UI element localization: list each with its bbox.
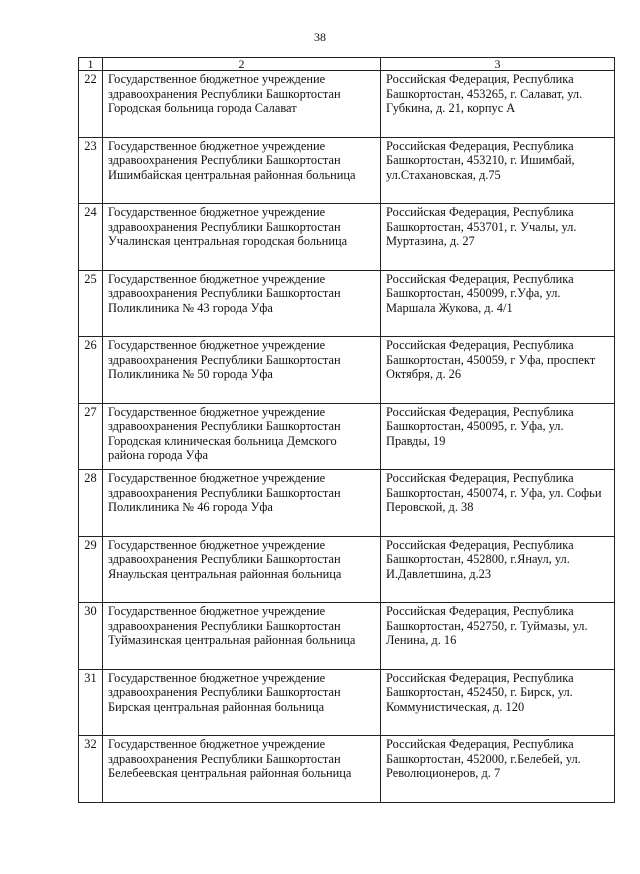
institution-address: Российская Федерация, Республика Башкортостан, 453210, г. Ишимбай, ул.Стахановская, д.75 <box>381 137 615 204</box>
institution-address: Российская Федерация, Республика Башкортостан, 450074, г. Уфа, ул. Софьи Перовской, д. 38 <box>381 470 615 537</box>
row-number: 32 <box>79 736 103 803</box>
institution-address: Российская Федерация, Республика Башкортостан, 450095, г. Уфа, ул. Правды, 19 <box>381 403 615 470</box>
institution-address: Российская Федерация, Республика Башкортостан, 450099, г.Уфа, ул. Маршала Жукова, д. 4/1 <box>381 270 615 337</box>
institution-address: Российская Федерация, Республика Башкортостан, 452800, г.Янаул, ул. И.Давлетшина, д.23 <box>381 536 615 603</box>
row-number: 27 <box>79 403 103 470</box>
table-row <box>79 603 615 670</box>
institution-name: Государственное бюджетное учреждение здравоохранения Республики Башкортостан Туймазинская центральная районная больница <box>103 603 381 670</box>
row-number: 29 <box>79 536 103 603</box>
table-row <box>79 337 615 404</box>
table-row <box>79 536 615 603</box>
column-header-1: 1 <box>79 58 103 71</box>
institution-name: Государственное бюджетное учреждение здравоохранения Республики Башкортостан Бирская центральная районная больница <box>103 669 381 736</box>
table-row <box>79 403 615 470</box>
table-row <box>79 204 615 271</box>
institution-address: Российская Федерация, Республика Башкортостан, 450059, г Уфа, проспект Октября, д. 26 <box>381 337 615 404</box>
table-row <box>79 669 615 736</box>
row-number: 22 <box>79 71 103 138</box>
column-header-3: 3 <box>381 58 615 71</box>
row-number: 26 <box>79 337 103 404</box>
row-number: 24 <box>79 204 103 271</box>
institution-address: Российская Федерация, Республика Башкортостан, 452750, г. Туймазы, ул. Ленина, д. 16 <box>381 603 615 670</box>
page-number: 38 <box>314 30 326 44</box>
table-row <box>79 270 615 337</box>
table-row <box>79 71 615 138</box>
institution-address: Российская Федерация, Республика Башкортостан, 453701, г. Учалы, ул. Муртазина, д. 27 <box>381 204 615 271</box>
institution-name: Государственное бюджетное учреждение здравоохранения Республики Башкортостан Белебеевская центральная районная больница <box>103 736 381 803</box>
institution-name: Государственное бюджетное учреждение здравоохранения Республики Башкортостан Янаульская центральная районная больница <box>103 536 381 603</box>
table-row <box>79 736 615 803</box>
row-number: 28 <box>79 470 103 537</box>
table-row <box>79 137 615 204</box>
institution-name: Государственное бюджетное учреждение здравоохранения Республики Башкортостан Городская клиническая больница Демского района города Уфа <box>103 403 381 470</box>
row-number: 23 <box>79 137 103 204</box>
institution-address: Российская Федерация, Республика Башкортостан, 452450, г. Бирск, ул. Коммунистическая, д. 120 <box>381 669 615 736</box>
institution-address: Российская Федерация, Республика Башкортостан, 453265, г. Салават, ул. Губкина, д. 21, корпус А <box>381 71 615 138</box>
institution-name: Государственное бюджетное учреждение здравоохранения Республики Башкортостан Поликлиника № 50 города Уфа <box>103 337 381 404</box>
institution-name: Государственное бюджетное учреждение здравоохранения Республики Башкортостан Городская больница города Салават <box>103 71 381 138</box>
institution-name: Государственное бюджетное учреждение здравоохранения Республики Башкортостан Поликлиника № 43 города Уфа <box>103 270 381 337</box>
row-number: 30 <box>79 603 103 670</box>
table-header-row <box>79 58 615 71</box>
table-row <box>79 470 615 537</box>
institution-address: Российская Федерация, Республика Башкортостан, 452000, г.Белебей, ул. Революционеров, д. 7 <box>381 736 615 803</box>
row-number: 31 <box>79 669 103 736</box>
column-header-2: 2 <box>103 58 381 71</box>
institution-name: Государственное бюджетное учреждение здравоохранения Республики Башкортостан Ишимбайская центральная районная больница <box>103 137 381 204</box>
institution-name: Государственное бюджетное учреждение здравоохранения Республики Башкортостан Учалинская центральная городская больница <box>103 204 381 271</box>
row-number: 25 <box>79 270 103 337</box>
institution-name: Государственное бюджетное учреждение здравоохранения Республики Башкортостан Поликлиника № 46 города Уфа <box>103 470 381 537</box>
institutions-table <box>78 57 615 803</box>
